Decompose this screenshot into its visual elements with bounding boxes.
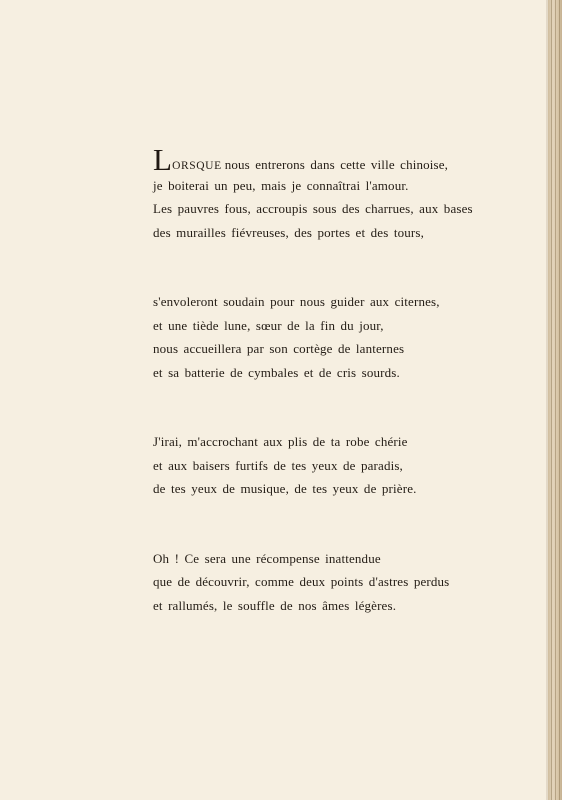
poem-line: et une tiède lune, sœur de la fin du jour, <box>153 317 384 333</box>
poem-line: s'envoleront soudain pour nous guider aux citernes, <box>153 294 440 309</box>
poem-line: Les pauvres fous, accroupis sous des charrues, aux bases <box>153 201 473 216</box>
first-word-small-caps: ORSQUE <box>172 160 222 172</box>
poem-line: que de découvrir, comme deux points d'astres perdus <box>153 574 450 589</box>
edge-line <box>555 0 556 800</box>
poem-line: de tes yeux de musique, de tes yeux de prière. <box>153 481 417 496</box>
deckled-page-edge <box>548 0 562 800</box>
stanza-2 <box>153 290 483 384</box>
stanza-1 <box>153 142 483 244</box>
poem-text <box>153 142 483 617</box>
stanza-4 <box>153 547 483 618</box>
drop-initial: L <box>153 142 173 177</box>
first-line-text: nous entrerons dans cette ville chinoise, <box>224 157 449 172</box>
poem-line: J'irai, m'accrochant aux plis de ta robe chérie <box>153 434 408 449</box>
poem-line: des murailles fiévreuses, des portes et des tours, <box>153 224 424 240</box>
poem-line: et sa batterie de cymbales et de cris sourds. <box>153 364 400 380</box>
poem-line: je boiterai un peu, mais je connaîtrai l'amour. <box>153 177 409 193</box>
poem-line: nous accueillera par son cortège de lanternes <box>153 341 405 356</box>
poem-line: Oh ! Ce sera une récompense inattendue <box>153 550 381 566</box>
stanza-3 <box>153 430 483 501</box>
edge-line <box>559 0 560 800</box>
poem-first-line <box>153 142 483 177</box>
poem-line: et aux baisers furtifs de tes yeux de paradis, <box>153 457 403 473</box>
poem-line: et rallumés, le souffle de nos âmes légères. <box>153 597 397 613</box>
edge-line <box>551 0 552 800</box>
